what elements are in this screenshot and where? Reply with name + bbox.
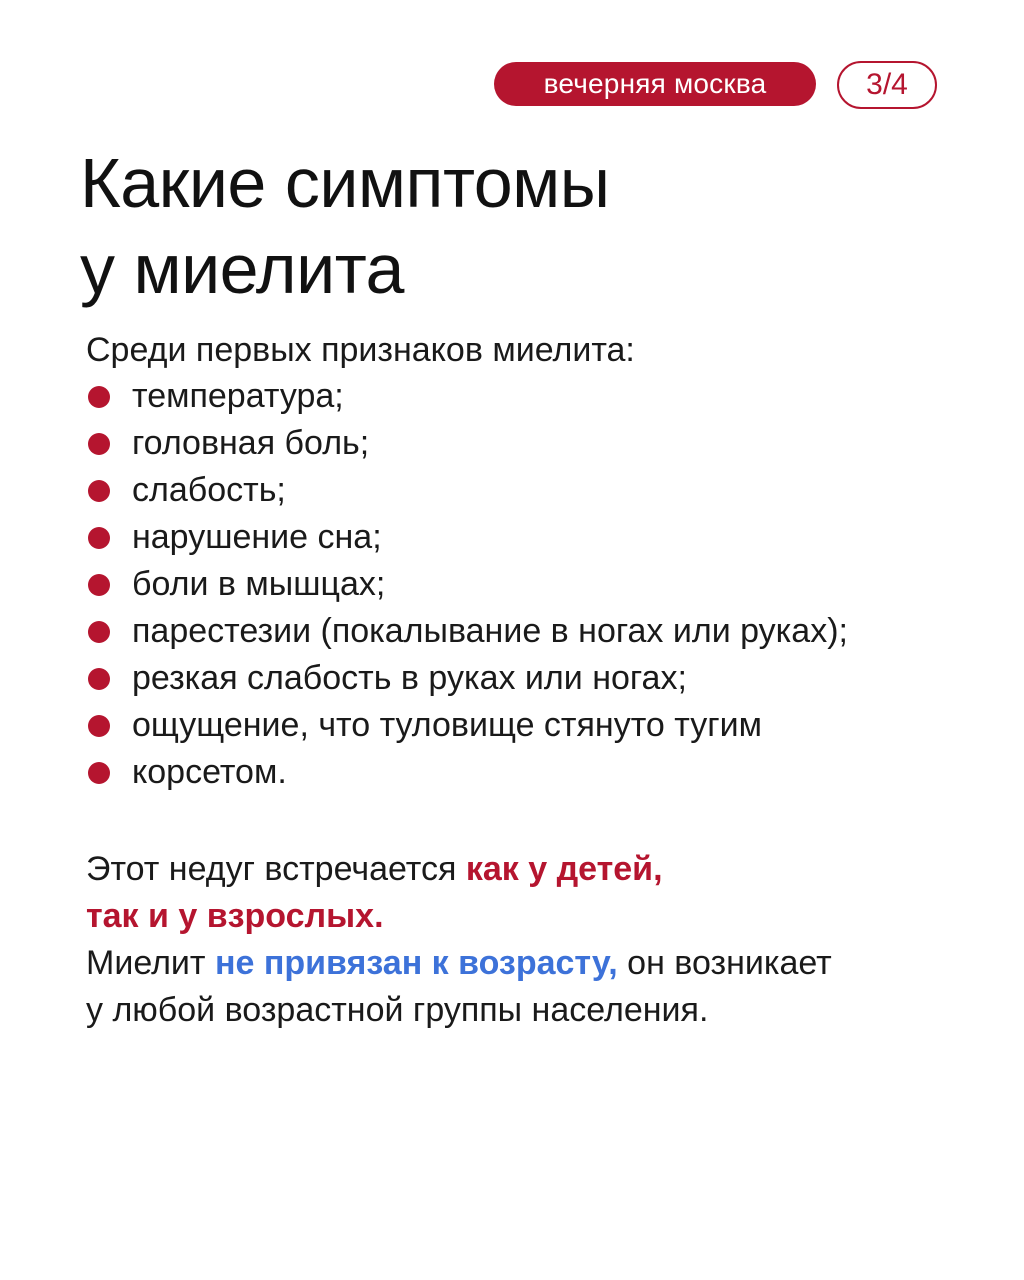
bullet-dot-icon [88,527,110,549]
bullet-dot-icon [88,715,110,737]
closing-text: Миелит [86,944,215,982]
highlight-blue: не привязан к возрасту, [214,944,618,982]
page-title [80,140,940,312]
closing-text: он возникает [617,944,832,982]
closing-line-3 [86,940,966,987]
list-item-text: корсетом. [132,753,287,791]
symptoms-list [86,373,986,796]
list-item [86,467,986,514]
list-item [86,420,986,467]
bullet-dot-icon [88,574,110,596]
title-line-2: у миелита [80,230,404,308]
closing-line-1 [86,846,966,893]
list-item [86,749,986,796]
list-item [86,702,986,749]
bullet-dot-icon [88,433,110,455]
list-item-text: парестезии (покалывание в ногах или руках); [132,612,848,650]
list-item-text: боли в мышцах; [132,565,386,603]
list-item-text: нарушение сна; [132,518,382,556]
title-line-1: Какие симптомы [80,144,610,222]
closing-line-4: у любой возрастной группы населения. [86,991,709,1029]
list-item [86,514,986,561]
bullet-dot-icon [88,480,110,502]
page-counter: 3/4 [837,61,937,109]
list-item [86,608,986,655]
bullet-dot-icon [88,386,110,408]
closing-line-2 [86,893,966,940]
closing-paragraph [86,846,966,1034]
highlight-red: как у детей, [465,850,663,888]
brand-badge: вечерняя москва [494,62,816,106]
list-item-text: температура; [132,377,344,415]
list-item-text: слабость; [132,471,286,509]
highlight-red: так и у взрослых. [86,897,384,935]
closing-text: Этот недуг встречается [86,850,466,888]
list-item [86,561,986,608]
bullet-dot-icon [88,668,110,690]
list-item-text: головная боль; [132,424,370,462]
list-item [86,655,986,702]
list-item-text: резкая слабость в руках или ногах; [132,659,687,697]
list-item-text: ощущение, что туловище стянуто тугим [132,706,762,744]
list-item [86,373,986,420]
bullet-dot-icon [88,621,110,643]
bullet-dot-icon [88,762,110,784]
intro-text: Среди первых признаков миелита: [86,331,635,369]
